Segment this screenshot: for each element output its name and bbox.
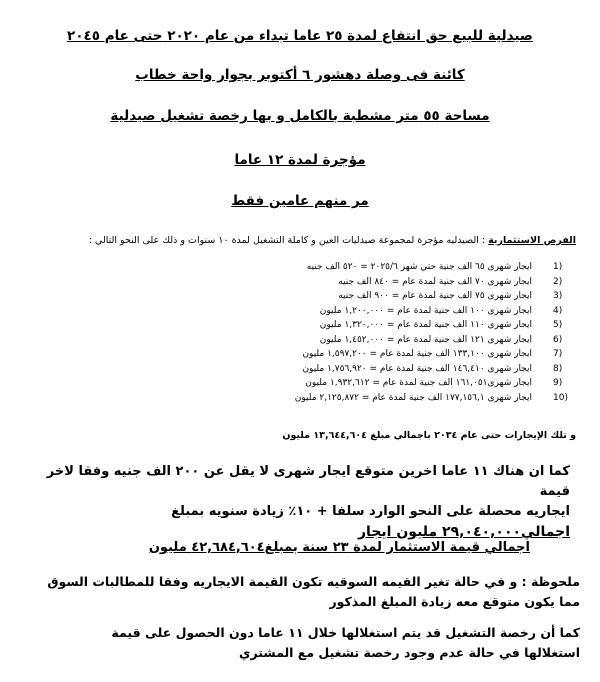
heading-location: كائنة فى وصلة دهشور ٦ أكتوبر بجوار واحة خطاب bbox=[135, 67, 465, 83]
heading-sale: صيدلية للبيع حق انتفاع لمدة ٢٥ عاما تبداء من عام ٢٠٢٠ حتى عام ٢٠٤٥ bbox=[67, 28, 533, 44]
list-item-number: 10) bbox=[553, 392, 568, 403]
list-item bbox=[40, 306, 570, 320]
list-item-text: ايجار شهرى ١٧٧,١٥٦,١ الف جنية لمدة عام = ٢,١٢٥,٨٧٢ مليون bbox=[294, 392, 532, 403]
list-item-number: 8) bbox=[553, 363, 563, 374]
license-line-2: استغلالها في حالة عدم وجود رخصة تشغيل مع المشتري bbox=[239, 645, 580, 660]
list-item-number: 5) bbox=[553, 320, 563, 330]
future-rent-line-2: ايجاريه محصلة على النحو الوارد سلفا + ١٠٪ زيادة سنويه بمبلغ bbox=[171, 504, 570, 519]
future-rent-total: اجمالي٢٩,٠٤٠,٠٠٠ مليون ايجار bbox=[358, 524, 570, 540]
list-item bbox=[40, 364, 570, 378]
license-note bbox=[20, 623, 580, 663]
intro-text: : الصيدليه مؤجرة لمجموعة صيدليات العين و كاملة التشغيل لمدة ١٠ سنوات و ذلك على النحو التالي : bbox=[88, 235, 489, 246]
list-item bbox=[40, 393, 570, 407]
list-item-text: ايجار شهرى١٦١,٠٥١ الف جنية لمدة عام = ١,٩٣٢,٦١٢ مليون bbox=[305, 378, 532, 388]
list-item-text: ايجار شهرى ١٤٦,٤١٠ الف جنية لمدة عام = ١,٧٥٦,٩٢٠ مليون bbox=[302, 363, 532, 374]
list-item-number: 7) bbox=[553, 349, 563, 359]
list-item-text: ايجار شهرى ١٢١ الف جنية لمدة عام = ١,٤٥٢,٠٠٠ مليون bbox=[319, 334, 532, 345]
heading-area: مساحة ٥٥ متر مشطبة بالكامل و بها رخصة تشغيل صيدلية bbox=[110, 108, 490, 124]
list-item-text: ايجار شهرى ١٣٣,١٠٠ الف جنية لمدة عام = ١,٥٩٧,٢٠٠ مليون bbox=[302, 349, 532, 359]
list-item bbox=[40, 277, 570, 291]
total-rents-line: و تلك الإيجارات حتى عام ٢٠٣٤ باجمالي مبلغ ١٣,٦٤٤,٦٠٤ مليون bbox=[282, 430, 576, 441]
future-rent-line-1: كما ان هناك ١١ عاما اخرين متوقع ايجار شهرى لا يقل عن ٢٠٠ الف جنيه وفقا لاخر قيمة bbox=[46, 464, 570, 499]
heading-lease-term: مؤجرة لمدة ١٢ عاما bbox=[234, 152, 366, 168]
list-item bbox=[40, 335, 570, 349]
note-line-2: مما يكون متوقع معه زيادة المبلغ المذكور bbox=[329, 594, 580, 609]
list-item-text: ايجار شهرى ٧٥ الف جنية لمدة عام = ٩٠٠ الف جنيه bbox=[338, 291, 532, 301]
list-item-text: ايجار شهرى ٦٥ الف جنية حتي شهر ٢٠٢٥/٦ = ٥٢٠ الف جنيه bbox=[306, 262, 532, 272]
list-item bbox=[40, 349, 570, 363]
list-item-text: ايجار شهرى ١٠٠ الف جنية لمدة عام = ١,٢٠٠,٠٠٠ مليون bbox=[319, 305, 532, 316]
heading-elapsed: مر منهم عامين فقط bbox=[231, 193, 369, 209]
list-item-number: 1) bbox=[553, 262, 563, 272]
market-value-note bbox=[20, 572, 580, 612]
future-rent-paragraph bbox=[30, 462, 570, 542]
list-item-number: 9) bbox=[553, 378, 563, 388]
list-item-text: ايجار شهرى ١١٠ الف جنية لمدة عام = ١,٣٢٠,٠٠٠ مليون bbox=[319, 320, 532, 330]
investment-intro bbox=[16, 235, 576, 246]
note-line-1: ملحوظة : و في حالة تغير القيمه السوقيه تكون القيمة الايجاريه وفقا للمطالبات السوق bbox=[47, 574, 580, 589]
list-item bbox=[40, 378, 570, 392]
list-item-number: 6) bbox=[553, 334, 563, 345]
license-line-1: كما أن رخصة التشغيل قد يتم استغلالها خلال ١١ عاما دون الحصول على قيمة bbox=[111, 625, 580, 640]
list-item-number: 4) bbox=[553, 305, 563, 316]
list-item bbox=[40, 320, 570, 334]
intro-label: الفرص الاستثمارية bbox=[488, 235, 576, 246]
total-investment-line: اجمالي قيمة الاستثمار لمدة ٢٣ سنة بمبلغ٤٢,٦٨٤,٦٠٤ مليون bbox=[148, 540, 530, 555]
list-item bbox=[40, 262, 570, 276]
list-item-text: ايجار شهرى ٧٠ الف جنية لمدة عام = ٨٤٠ الف جنيه bbox=[338, 276, 532, 287]
list-item-number: 2) bbox=[553, 276, 563, 287]
list-item bbox=[40, 291, 570, 305]
list-item-number: 3) bbox=[553, 291, 563, 301]
